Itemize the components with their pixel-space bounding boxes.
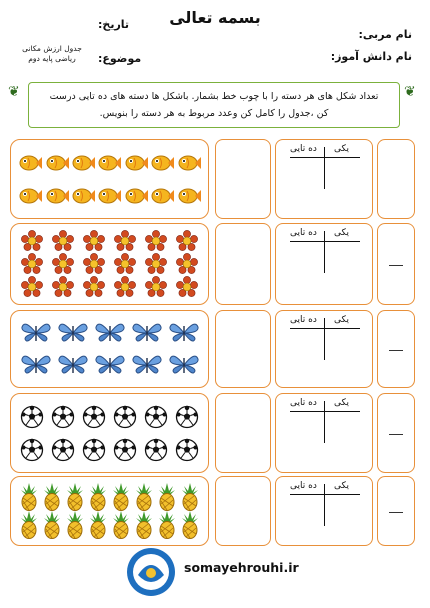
tens-header: ده تایی <box>290 398 317 408</box>
ones-header: یکی <box>334 315 349 325</box>
pineapple-icon <box>133 483 156 511</box>
flower-icon <box>17 275 48 298</box>
soccer-ball-icon <box>48 433 79 466</box>
soccer-ball-icon <box>110 400 141 433</box>
soccer-ball-icon <box>171 400 202 433</box>
soccer-ball-icon <box>110 433 141 466</box>
answer-box[interactable] <box>215 393 271 473</box>
soccer-ball-icon <box>140 400 171 433</box>
table-header-rule <box>290 494 360 495</box>
soccer-ball-icon <box>171 433 202 466</box>
butterfly-icon <box>54 349 91 381</box>
website-text: somayehrouhi.ir <box>184 560 299 575</box>
fish-icon <box>123 146 149 179</box>
ones-header: یکی <box>334 228 349 238</box>
flower-icon <box>79 253 110 276</box>
pineapple-icon <box>17 511 40 539</box>
flower-icon <box>48 275 79 298</box>
flower-icon <box>17 230 48 253</box>
butterfly-icon <box>128 317 165 349</box>
answer-box[interactable] <box>215 476 271 546</box>
subject-line-2: ریاضی پایه دوم <box>28 54 76 63</box>
subject-caption <box>12 44 92 64</box>
answer-box[interactable] <box>215 310 271 388</box>
picture-group-box <box>10 393 209 473</box>
table-column-divider <box>324 147 325 189</box>
number-answer-box[interactable] <box>377 223 415 305</box>
pineapple-icon <box>63 511 86 539</box>
vine-left-icon: ❦ <box>8 84 20 100</box>
pineapple-icon <box>156 483 179 511</box>
soccer-ball-icon <box>79 433 110 466</box>
pineapple-icon <box>86 511 109 539</box>
student-name-label: نام دانش آموز: <box>330 50 412 63</box>
butterfly-icon <box>17 349 54 381</box>
butterfly-icon <box>54 317 91 349</box>
fish-icon <box>43 179 69 212</box>
tens-header: ده تایی <box>290 481 317 491</box>
flower-icon <box>140 230 171 253</box>
flower-icon <box>171 230 202 253</box>
subject-line-1: جدول ارزش مکانی <box>22 44 82 53</box>
butterfly-icon <box>91 317 128 349</box>
ones-header: یکی <box>334 481 349 491</box>
answer-box[interactable] <box>215 223 271 305</box>
page-title: بسمه تعالی <box>169 8 261 27</box>
fish-icon <box>96 146 122 179</box>
table-column-divider <box>324 484 325 526</box>
number-answer-box[interactable] <box>377 310 415 388</box>
picture-group-box <box>10 223 209 305</box>
flower-icon <box>48 253 79 276</box>
pineapple-icon <box>179 511 202 539</box>
picture-group-box <box>10 139 209 219</box>
pineapple-icon <box>156 511 179 539</box>
butterfly-icon <box>128 349 165 381</box>
fish-icon <box>70 146 96 179</box>
table-header-rule <box>290 241 360 242</box>
ones-header: یکی <box>334 398 349 408</box>
flower-icon <box>140 253 171 276</box>
soccer-ball-icon <box>79 400 110 433</box>
teacher-name-label: نام مربی: <box>358 28 412 41</box>
topic-label: موضوع: <box>98 52 142 65</box>
table-column-divider <box>324 318 325 360</box>
flower-icon <box>48 230 79 253</box>
place-value-table[interactable] <box>275 393 373 473</box>
ones-header: یکی <box>334 144 349 154</box>
flower-icon <box>171 253 202 276</box>
table-column-divider <box>324 401 325 443</box>
pineapple-icon <box>110 511 133 539</box>
soccer-ball-icon <box>48 400 79 433</box>
answer-dash <box>389 434 403 435</box>
instruction-line-2: کن ،جدول را کامل کن وعدد مربوط به هر دسته را بنویس. <box>99 108 329 119</box>
pineapple-icon <box>179 483 202 511</box>
picture-group-box <box>10 310 209 388</box>
pineapple-icon <box>133 511 156 539</box>
table-header-rule <box>290 411 360 412</box>
butterfly-icon <box>91 349 128 381</box>
flower-icon <box>110 230 141 253</box>
place-value-table[interactable] <box>275 223 373 305</box>
flower-icon <box>79 275 110 298</box>
vine-right-icon: ❦ <box>404 84 416 100</box>
number-answer-box[interactable] <box>377 139 415 219</box>
pineapple-icon <box>63 483 86 511</box>
picture-group-box <box>10 476 209 546</box>
tens-header: ده تایی <box>290 228 317 238</box>
soccer-ball-icon <box>17 433 48 466</box>
flower-icon <box>79 230 110 253</box>
flower-icon <box>140 275 171 298</box>
flower-icon <box>110 253 141 276</box>
instruction-line-1: تعداد شکل های هر دسته را با چوب خط بشمار. باشکل ها دسته های ده تایی درست <box>49 91 379 102</box>
fish-icon <box>17 146 43 179</box>
butterfly-icon <box>17 317 54 349</box>
number-answer-box[interactable] <box>377 393 415 473</box>
answer-dash <box>389 350 403 351</box>
fish-icon <box>123 179 149 212</box>
number-answer-box[interactable] <box>377 476 415 546</box>
butterfly-icon <box>165 349 202 381</box>
fish-icon <box>96 179 122 212</box>
fish-icon <box>176 146 202 179</box>
pineapple-icon <box>86 483 109 511</box>
soccer-ball-icon <box>140 433 171 466</box>
pineapple-icon <box>40 483 63 511</box>
answer-box[interactable] <box>215 139 271 219</box>
fish-icon <box>70 179 96 212</box>
pineapple-icon <box>110 483 133 511</box>
logo-icon <box>124 545 178 599</box>
table-column-divider <box>324 231 325 273</box>
fish-icon <box>149 146 175 179</box>
answer-dash <box>389 512 403 513</box>
fish-icon <box>43 146 69 179</box>
tens-header: ده تایی <box>290 144 317 154</box>
fish-icon <box>17 179 43 212</box>
place-value-table[interactable] <box>275 476 373 546</box>
flower-icon <box>17 253 48 276</box>
pineapple-icon <box>40 511 63 539</box>
instructions <box>36 88 392 122</box>
butterfly-icon <box>165 317 202 349</box>
fish-icon <box>149 179 175 212</box>
flower-icon <box>171 275 202 298</box>
place-value-table[interactable] <box>275 139 373 219</box>
tens-header: ده تایی <box>290 315 317 325</box>
table-header-rule <box>290 328 360 329</box>
flower-icon <box>110 275 141 298</box>
answer-dash <box>389 265 403 266</box>
pineapple-icon <box>17 483 40 511</box>
fish-icon <box>176 179 202 212</box>
date-label: تاریخ: <box>98 18 130 31</box>
soccer-ball-icon <box>17 400 48 433</box>
place-value-table[interactable] <box>275 310 373 388</box>
table-header-rule <box>290 157 360 158</box>
